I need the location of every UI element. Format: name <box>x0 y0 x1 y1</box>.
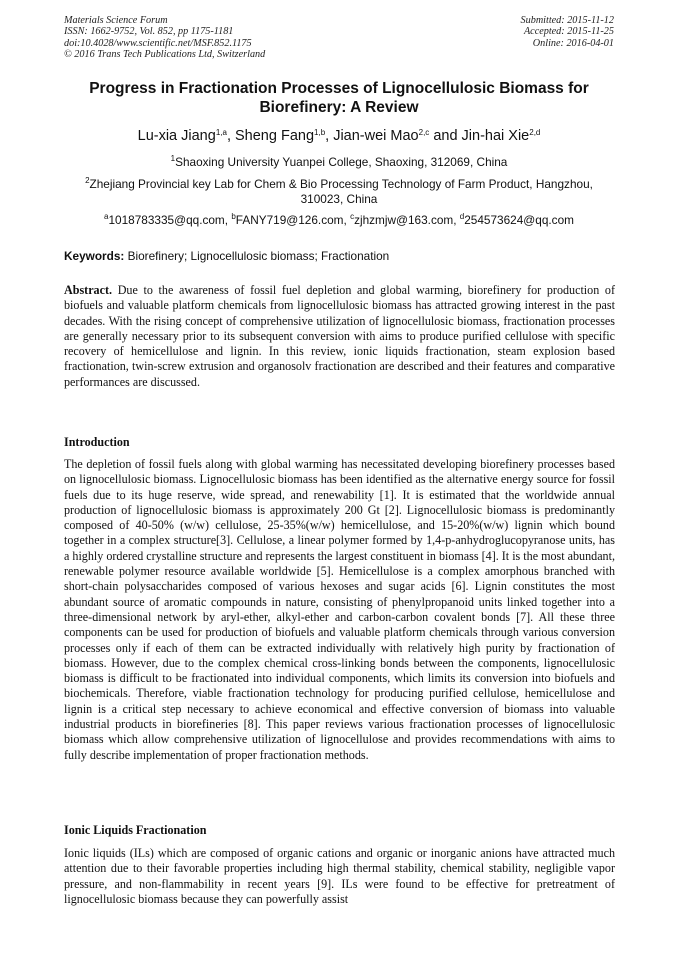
author-affiliation-mark: 2,c <box>418 128 430 137</box>
email-address: zjhzmjw@163.com <box>354 213 454 227</box>
author-name: Lu-xia Jiang <box>137 128 216 144</box>
email-mark: c <box>350 212 355 221</box>
affiliation-2 <box>66 177 612 207</box>
paper-title: Progress in Fractionation Processes of Lignocellulosic Biomass for Biorefinery: A Review <box>89 80 589 116</box>
journal-header-left <box>64 15 265 61</box>
author-name: Sheng Fang <box>235 128 315 144</box>
keywords-label: Keywords: <box>64 249 125 263</box>
author-separator: , <box>226 128 235 144</box>
abstract-label: Abstract. <box>64 283 113 297</box>
author-name: Jian-wei Mao <box>333 128 419 144</box>
introduction-paragraph: The depletion of fossil fuels along with global warming has necessitated developing biorefinery processes based on lignocellulosic biomass. Lignocellulosic biomass has been identified as the alternative energy source for fossil fuels due to its huge reserve, wide spread, and renewability [1]. It is estimated that the worldwide annual production of lignocellulosic biomass is approximately 200 Gt [2]. Lignocellulosic biomass is predominantly composed of 40-50% (w/w) cellulose, 25-35%(w/w) hemicellulose, and 15-20%(w/w) lignin which bound together in a complex structure[3]. Cellulose, a linear polymer formed by 1,4-p-anhydroglucopyranose units, has a highly ordered crystalline structure and represents the largest constituent in biomass [4]. It is the most abundant, renewable polymer resource available worldwide [5]. Hemicellulose is a complex amorphous branched with short-chain polysaccharides composed of various hexoses and sugar acids [6]. Lignin constitutes the most abundant source of aromatic compounds in nature, consisting of phenylpropanoid units linked together into a three-dimensional network by aryl-ether, alkyl-ether and carbon-carbon covalent bonds [7]. All these three components can be used for production of biofuels and valuable platform chemicals through various conversion processes only if each of them can be extracted individually with relatively high purity by fractionation of biomass. However, due to the complex chemical cross-linking bonds between the components, lignocellulosic biomass is difficult to be fractionated into individual components, which limits its conversion into biofuels and biochemicals. Therefore, viable fractionation technology for producing purified cellulose, hemicellulose and lignin is a critical step necessary to achieve economical and effective conversion of biomass into valuable industrial products in biorefineries [8]. This paper reviews various fractionation processes of lignocellulosic biomass which allow comprehensive utilization of lignocellulose and provides recommendations with aims to fully describe implementation of proper fractionation methods. <box>64 457 615 762</box>
keywords-text: Biorefinery; Lignocellulosic biomass; Fractionation <box>124 249 390 263</box>
keywords-line <box>64 249 616 264</box>
issn-line: ISSN: 1662-9752, Vol. 852, pp 1175-1181 <box>64 26 234 38</box>
affiliation-text: Zhejiang Provincial key Lab for Chem & Bio Processing Technology of Farm Product, Hangzhou, 310023, China <box>89 177 593 206</box>
email-mark: d <box>459 212 465 221</box>
affiliation-1 <box>40 155 638 170</box>
email-separator: , <box>224 213 232 227</box>
journal-header-right <box>521 15 614 49</box>
author-affiliation-mark: 1,a <box>215 128 227 137</box>
email-address: 1018783335@qq.com <box>108 213 225 227</box>
email-mark: a <box>104 212 109 221</box>
author-emails <box>40 213 638 228</box>
email-mark: b <box>231 212 236 221</box>
author-list <box>40 127 638 145</box>
abstract-paragraph <box>64 283 615 390</box>
email-address: 254573624@qq.com <box>464 213 574 227</box>
email-address: FANY719@126.com <box>235 213 344 227</box>
affiliation-mark: 2 <box>85 176 90 185</box>
author-name: Jin-hai Xie <box>461 128 530 144</box>
doi-line: doi:10.4028/www.scientific.net/MSF.852.1175 <box>64 37 252 49</box>
ionic-liquids-heading: Ionic Liquids Fractionation <box>64 823 207 837</box>
author-affiliation-mark: 2,d <box>529 128 541 137</box>
copyright-line: © 2016 Trans Tech Publications Ltd, Switzerland <box>64 49 266 61</box>
author-affiliation-mark: 1,b <box>314 128 326 137</box>
ionic-liquids-paragraph: Ionic liquids (ILs) which are composed of organic cations and organic or inorganic anions have attracted much attention due to their favorable properties including high thermal stability, chemical stability, negligible vapor pressure, and non-flammability in recent years [9]. ILs were found to be effective for pretreatment of lignocellulosic biomass because they can powerfully assist <box>64 846 615 906</box>
author-separator: and <box>429 128 462 144</box>
abstract-text: Due to the awareness of fossil fuel depletion and global warming, biorefinery for production of biofuels and valuable platform chemicals from lignocellulosic biomass has attracted growing interest in the past decades. With the rising concept of comprehensive utilization of lignocellulosic biomass, fractionation processes are generally necessary prior to its subsequent conversion with aims to produce purified cellulose with specific recovery of hemicellulose and lignin. In this review, ionic liquids fractionation, steam explosion based fractionation, twin-screw extrusion and organosolv fractionation are described and their features and comparative performances are discussed. <box>64 283 615 389</box>
email-separator: , <box>453 213 460 227</box>
submitted-date: Submitted: 2015-11-12 <box>520 15 614 26</box>
journal-name: Materials Science Forum <box>64 15 168 26</box>
email-separator: , <box>343 213 351 227</box>
author-separator: , <box>325 128 334 144</box>
affiliation-mark: 1 <box>170 154 176 163</box>
accepted-date: Accepted: 2015-11-25 <box>523 26 614 38</box>
introduction-heading: Introduction <box>64 435 130 449</box>
online-date: Online: 2016-04-01 <box>532 37 614 49</box>
affiliation-text: Shaoxing University Yuanpei College, Shaoxing, 312069, China <box>175 155 508 169</box>
